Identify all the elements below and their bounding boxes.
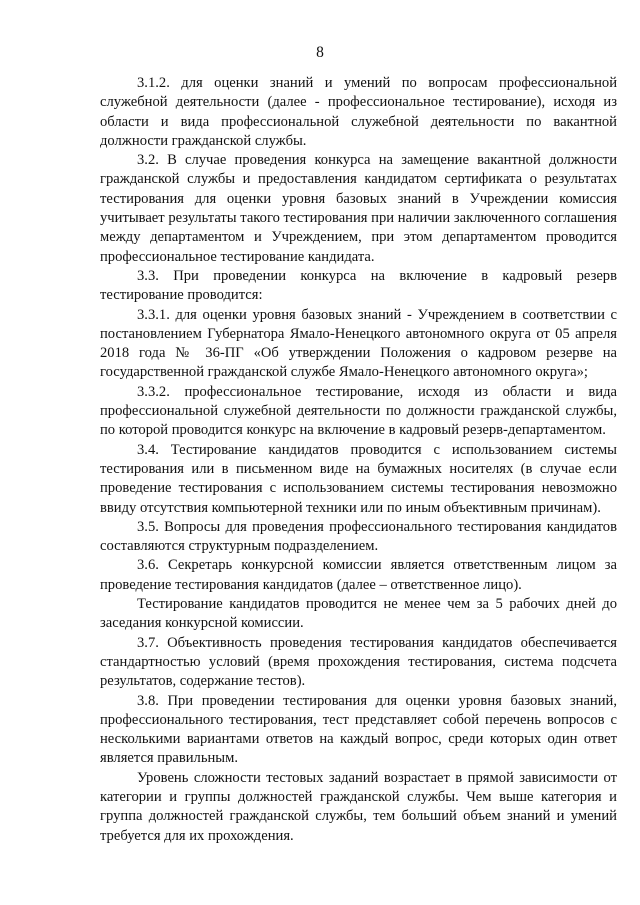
paragraph-3-3-1: 3.3.1. для оценки уровня базовых знаний - Учреждением в соответствии с постановлением Губернатора Ямало-Ненецкого автономного округа от 05 апреля 2018 года № 36-ПГ «Об утверждении Положения о кадровом резерве на государственной гражданской службе Ямало-Ненецкого автономного округа»; (100, 306, 617, 381)
paragraph-3-3-2: 3.3.2. профессиональное тестирование, исходя из области и вида профессиональной служебной деятельности по должности гражданской службы, по которой проводится конкурс на включение в кадровый резерв-департаментом. (100, 383, 617, 439)
paragraph-3-6-timing: Тестирование кандидатов проводится не менее чем за 5 рабочих дней до заседания конкурсной комиссии. (100, 596, 617, 632)
paragraph-3-7: 3.7. Объективность проведения тестирования кандидатов обеспечивается стандартностью условий (время прохождения тестирования, система подсчета результатов, содержание тестов). (100, 634, 617, 690)
page-number: 8 (316, 44, 324, 61)
document-body (100, 74, 617, 846)
paragraph-3-8: 3.8. При проведении тестирования для оценки уровня базовых знаний, профессионального тестирования, тест представляет собой перечень вопросов с несколькими вариантами ответов на каждый вопрос, среди которых один ответ является правильным. (100, 692, 617, 767)
paragraph-3-6: 3.6. Секретарь конкурсной комиссии является ответственным лицом за проведение тестирования кандидатов (далее – ответственное лицо). (100, 557, 617, 593)
paragraph-3-5: 3.5. Вопросы для проведения профессионального тестирования кандидатов составляются структурным подразделением. (100, 518, 617, 555)
paragraph-3-2: 3.2. В случае проведения конкурса на замещение вакантной должности гражданской службы и предоставления кандидатом сертификата о результатах тестирования для оценки уровня базовых знаний в Учреждении комиссия учитывает результаты такого тестирования при наличии заключенного соглашения между департаментом и Учреждением, при этом департаментом проводится профессиональное тестирование кандидата. (100, 152, 617, 265)
paragraph-3-8-difficulty: Уровень сложности тестовых заданий возрастает в прямой зависимости от категории и группы должностей гражданской службы. Чем выше категория и группа должностей гражданской службы, тем больший объем знаний и умений требуется для их прохождения. (100, 769, 617, 844)
paragraph-3-4: 3.4. Тестирование кандидатов проводится с использованием системы тестирования или в письменном виде на бумажных носителях (в случае если проведение тестирования с использованием системы тестирования невозможно ввиду отсутствия компьютерной техники или по иным объективным причинам). (100, 441, 617, 516)
paragraph-3-3: 3.3. При проведении конкурса на включение в кадровый резерв тестирование проводится: (100, 267, 617, 304)
paragraph-3-1-2: 3.1.2. для оценки знаний и умений по вопросам профессиональной служебной деятельности (далее - профессиональное тестирование), исходя из области и вида профессиональной служебной деятельности по вакантной должности гражданской службы. (100, 75, 617, 149)
